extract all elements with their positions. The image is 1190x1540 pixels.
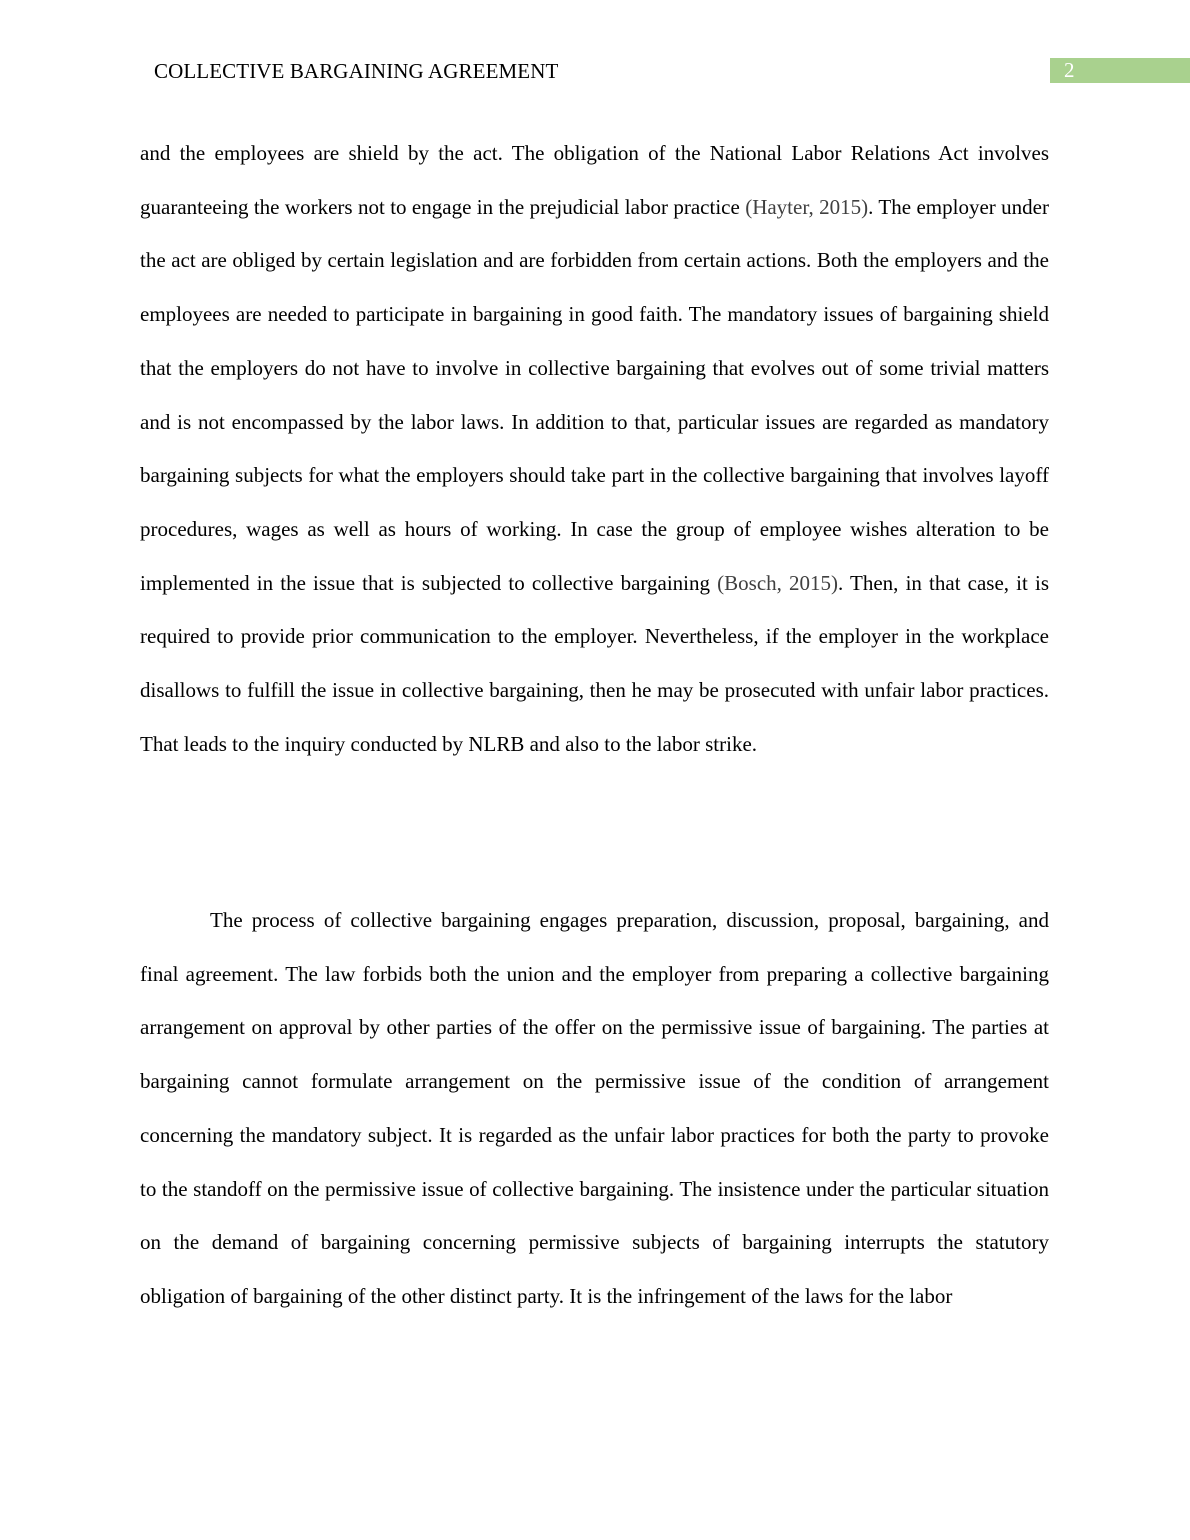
running-head-title: COLLECTIVE BARGAINING AGREEMENT [154, 59, 559, 83]
paragraph-1-text-part-1: and the employees are shield by the act. The obligation of the National Labor Relations Act involves guaranteeing the workers not to engage in the prejudicial labor practice [140, 141, 1049, 219]
paragraph-1-text-part-2: . The employer under the act are obliged by certain legislation and are forbidden from certain actions. Both the employers and the employees are needed to participate in bargaining in good faith. The mandatory issues of bargaining shield that the employers do not have to involve in collective bargaining that evolves out of some trivial matters and is not encompassed by the labor laws. In addition to that, particular issues are regarded as mandatory bargaining subjects for what the employers should take part in the collective bargaining that involves layoff procedures, wages as well as hours of working. In case the group of employee wishes alteration to be implemented in the issue that is subjected to collective bargaining [140, 194, 1049, 595]
body-paragraph-2: The process of collective bargaining engages preparation, discussion, proposal, bargaining, and final agreement. The law forbids both the union and the employer from preparing a collective bargaining arrangement on approval by other parties of the offer on the permissive issue of bargaining. The parties at bargaining cannot formulate arrangement on the permissive issue of the condition of arrangement concerning the mandatory subject. It is regarded as the unfair labor practices for both the party to provoke to the standoff on the permissive issue of collective bargaining. The insistence under the particular situation on the demand of bargaining concerning permissive subjects of bargaining interrupts the statutory obligation of bargaining of the other distinct party. It is the infringement of the laws for the labor [140, 908, 1049, 1308]
body-paragraph-1 [140, 127, 1049, 771]
paragraph-1-text-part-3: . Then, in that case, it is required to provide prior communication to the employer. Nevertheless, if the employer in the workplace disallows to fulfill the issue in collective bargaining, then he may be prosecuted with unfair labor practices. That leads to the inquiry conducted by NLRB and also to the labor strike. [140, 570, 1049, 756]
citation-hayter-2015: (Hayter, 2015) [745, 194, 869, 219]
page-number-badge [1050, 58, 1190, 83]
citation-bosch-2015: (Bosch, 2015) [717, 570, 839, 595]
page-number: 2 [1064, 58, 1075, 82]
